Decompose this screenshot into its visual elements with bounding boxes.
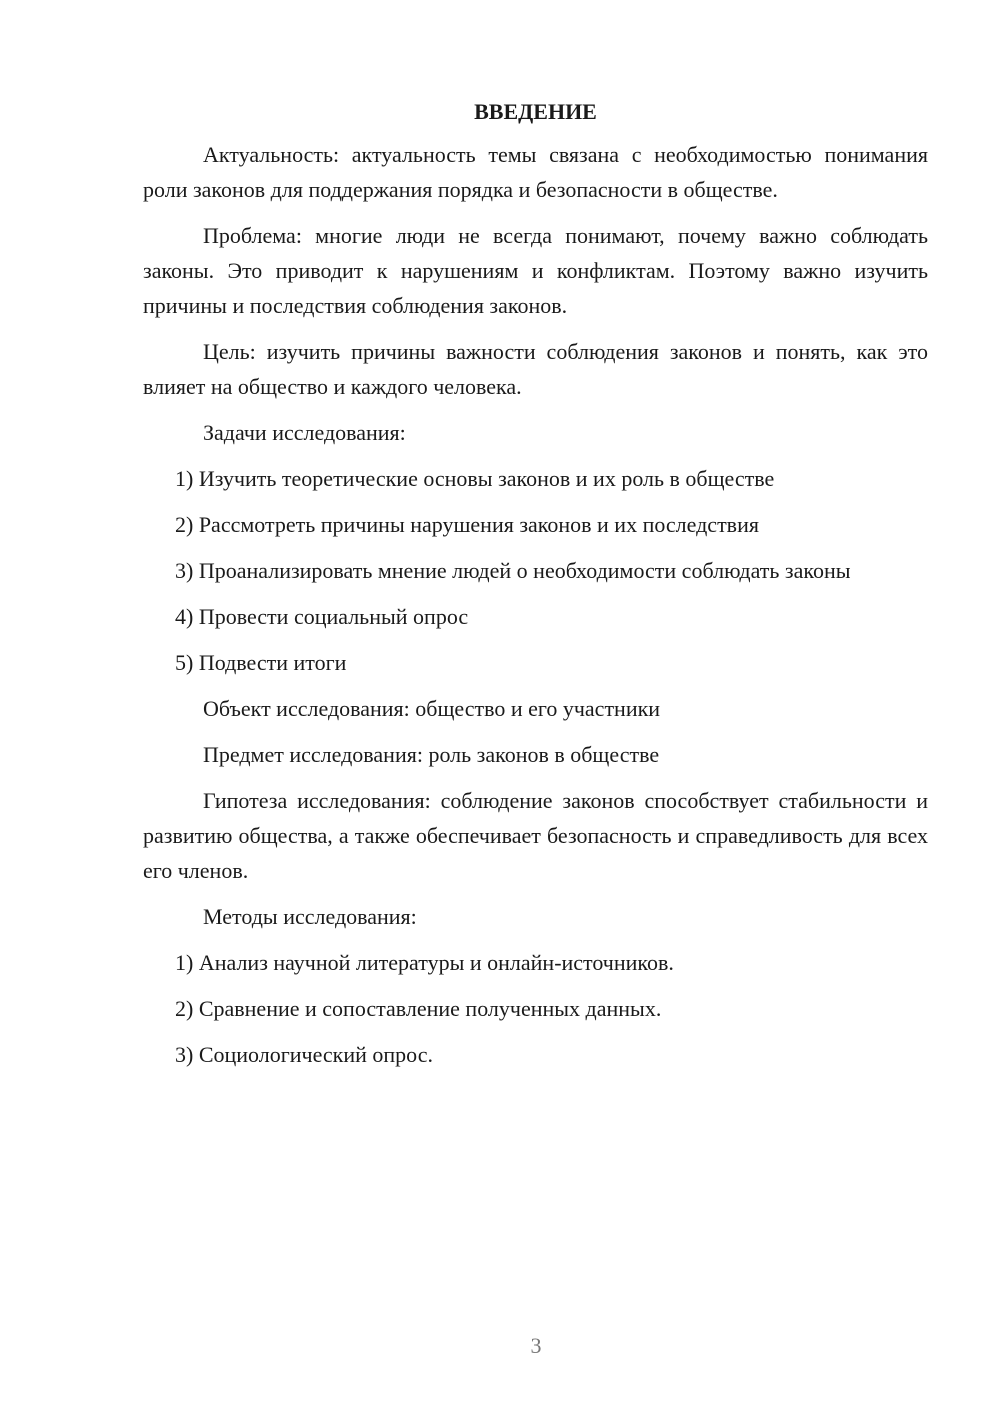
subject-paragraph: Предмет исследования: роль законов в обществе [203, 742, 660, 767]
relevance-paragraph: Актуальность: актуальность темы связана с необходимостью понимания роли законов для поддержания порядка и безопасности в обществе. [143, 142, 928, 202]
hypothesis-paragraph: Гипотеза исследования: соблюдение законов способствует стабильности и развитию общества, а также обеспечивает безопасность и справедливость для всех его членов. [143, 788, 928, 883]
task-item: 4) Провести социальный опрос [175, 604, 469, 629]
methods-heading: Методы исследования: [203, 904, 417, 929]
method-item: 2) Сравнение и сопоставление полученных данных. [175, 996, 662, 1021]
problem-paragraph: Проблема: многие люди не всегда понимают, почему важно соблюдать законы. Это приводит к нарушениям и конфликтам. Поэтому важно изучить причины и последствия соблюдения законов. [143, 223, 928, 318]
method-item: 1) Анализ научной литературы и онлайн-источников. [175, 950, 674, 975]
page-title: ВВЕДЕНИЕ [474, 99, 597, 124]
task-item: 5) Подвести итоги [175, 650, 347, 675]
page-number: 3 [530, 1333, 542, 1358]
tasks-heading: Задачи исследования: [203, 420, 406, 445]
task-item: 3) Проанализировать мнение людей о необходимости соблюдать законы [175, 558, 851, 583]
page-content [143, 95, 928, 1083]
object-paragraph: Объект исследования: общество и его участники [203, 696, 661, 721]
task-item: 1) Изучить теоретические основы законов и их роль в обществе [175, 466, 775, 491]
method-item: 3) Социологический опрос. [175, 1042, 433, 1067]
goal-paragraph: Цель: изучить причины важности соблюдения законов и понять, как это влияет на общество и каждого человека. [143, 339, 928, 399]
task-item: 2) Рассмотреть причины нарушения законов и их последствия [175, 512, 759, 537]
